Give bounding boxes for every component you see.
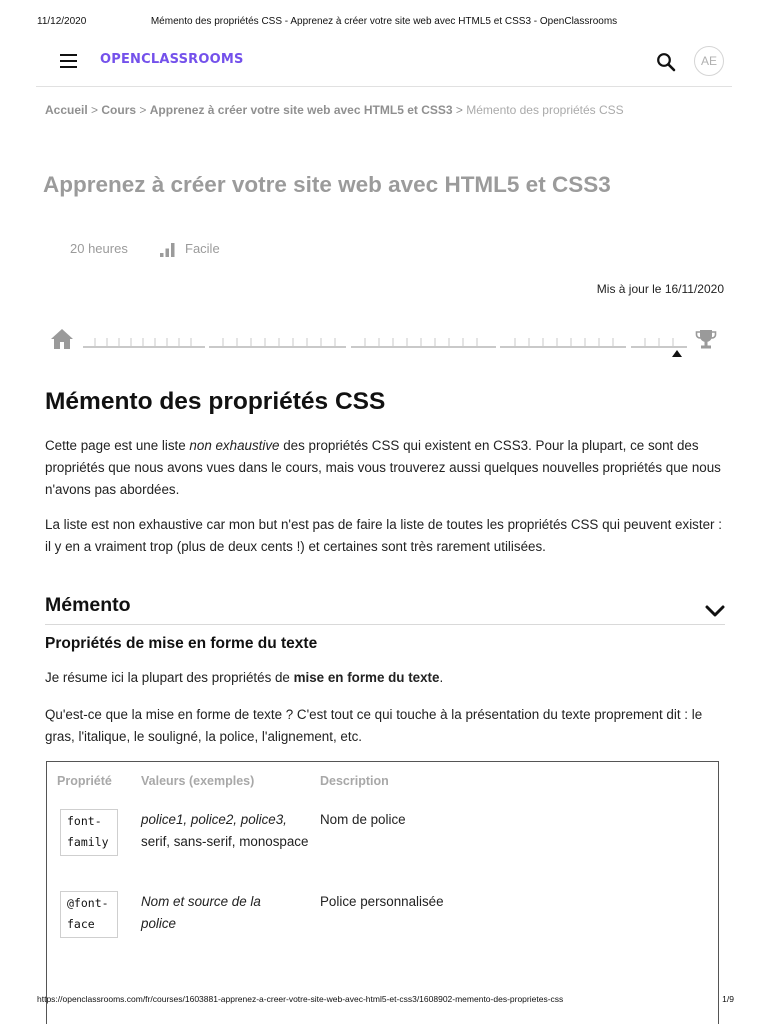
properties-table — [46, 761, 719, 1024]
breadcrumb-current: Mémento des propriétés CSS — [466, 103, 624, 117]
print-date: 11/12/2020 — [37, 16, 87, 27]
emphasis-text: non exhaustive — [189, 438, 280, 453]
subsection-title: Propriétés de mise en forme du texte — [45, 635, 318, 652]
search-icon[interactable] — [656, 52, 676, 72]
chevron-down-icon[interactable] — [705, 604, 725, 618]
breadcrumb-separator: > — [139, 103, 147, 117]
current-position-marker — [672, 350, 682, 357]
course-progress-bar — [45, 326, 730, 360]
print-title: Mémento des propriétés CSS - Apprenez à créer votre site web avec HTML5 et CSS3 - OpenClassrooms — [150, 16, 618, 27]
bold-text: mise en forme du texte — [293, 670, 440, 685]
text-run: des propriétés CSS qui existent en CSS3. Pour la plupart, ce sont des propriétés que nous avons vues dans le cours, mais vous trouverez aussi quelques nouvelles propriétés que nous n'avons pas abordées. — [45, 438, 721, 497]
print-header — [0, 16, 768, 30]
code-line: family — [67, 835, 109, 849]
menu-icon[interactable] — [60, 54, 77, 68]
code-line: @font- — [67, 896, 109, 910]
breadcrumb — [45, 103, 624, 117]
values-emphasis: Nom et source de la police — [141, 894, 261, 931]
property-values — [141, 891, 291, 935]
text-run: Cette page est une liste — [45, 438, 190, 453]
property-description: Nom de police — [320, 812, 406, 827]
values-text: serif, sans-serif, monospace — [141, 834, 309, 849]
section-title: Mémento — [45, 594, 131, 616]
breadcrumb-item-home[interactable]: Accueil — [45, 103, 88, 117]
logo[interactable]: OPENCLASSROOMS — [100, 52, 244, 67]
top-navbar — [36, 40, 732, 87]
text-run: Je résume ici la plupart des propriétés de — [45, 670, 294, 685]
print-url: https://openclassrooms.com/fr/courses/1603881-apprenez-a-creer-votre-site-web-avec-html5-et-css3/1608902-memento-des-proprietes-css — [37, 994, 564, 1004]
section-paragraph-1 — [45, 667, 725, 689]
values-emphasis: police1, police2, police3, — [141, 812, 287, 827]
property-code — [60, 809, 118, 856]
column-header-description: Description — [320, 774, 389, 788]
code-line: font- — [67, 814, 102, 828]
trophy-icon[interactable] — [695, 328, 717, 350]
print-page-number: 1/9 — [722, 994, 734, 1004]
print-footer — [0, 994, 768, 1008]
column-header-property: Propriété — [57, 774, 112, 788]
progress-track[interactable] — [83, 326, 687, 348]
breadcrumb-item-courses[interactable]: Cours — [101, 103, 137, 117]
avatar[interactable]: AE — [694, 46, 724, 76]
property-description: Police personnalisée — [320, 894, 444, 909]
course-level: Facile — [185, 241, 220, 256]
column-header-values: Valeurs (exemples) — [141, 774, 255, 788]
breadcrumb-separator: > — [455, 103, 463, 117]
text-run: . — [439, 670, 444, 685]
home-icon[interactable] — [50, 328, 74, 350]
property-code — [60, 891, 118, 938]
code-line: face — [67, 917, 95, 931]
difficulty-level-icon — [160, 243, 175, 257]
intro-paragraph-2: La liste est non exhaustive car mon but n'est pas de faire la liste de toutes les propriétés CSS qui peuvent exister : il y en a vraiment trop (plus de deux cents !) et certaines sont très rarement utilisées. — [45, 517, 722, 554]
section-paragraph-2: Qu'est-ce que la mise en forme de texte ? C'est tout ce qui touche à la présentation du texte proprement dit : le gras, l'italique, le souligné, la police, l'alignement, etc. — [45, 707, 703, 744]
updated-date: Mis à jour le 16/11/2020 — [596, 282, 724, 296]
property-values — [141, 809, 311, 853]
section-header-memento[interactable] — [45, 594, 725, 625]
course-title: Apprenez à créer votre site web avec HTML5 et CSS3 — [43, 172, 611, 197]
intro-paragraph-1 — [45, 435, 725, 501]
breadcrumb-separator: > — [91, 103, 99, 117]
progress-ticks — [83, 338, 687, 348]
course-duration: 20 heures — [70, 241, 128, 256]
chapter-title: Mémento des propriétés CSS — [45, 388, 386, 415]
breadcrumb-item-course[interactable]: Apprenez à créer votre site web avec HTML5 et CSS3 — [149, 103, 453, 117]
